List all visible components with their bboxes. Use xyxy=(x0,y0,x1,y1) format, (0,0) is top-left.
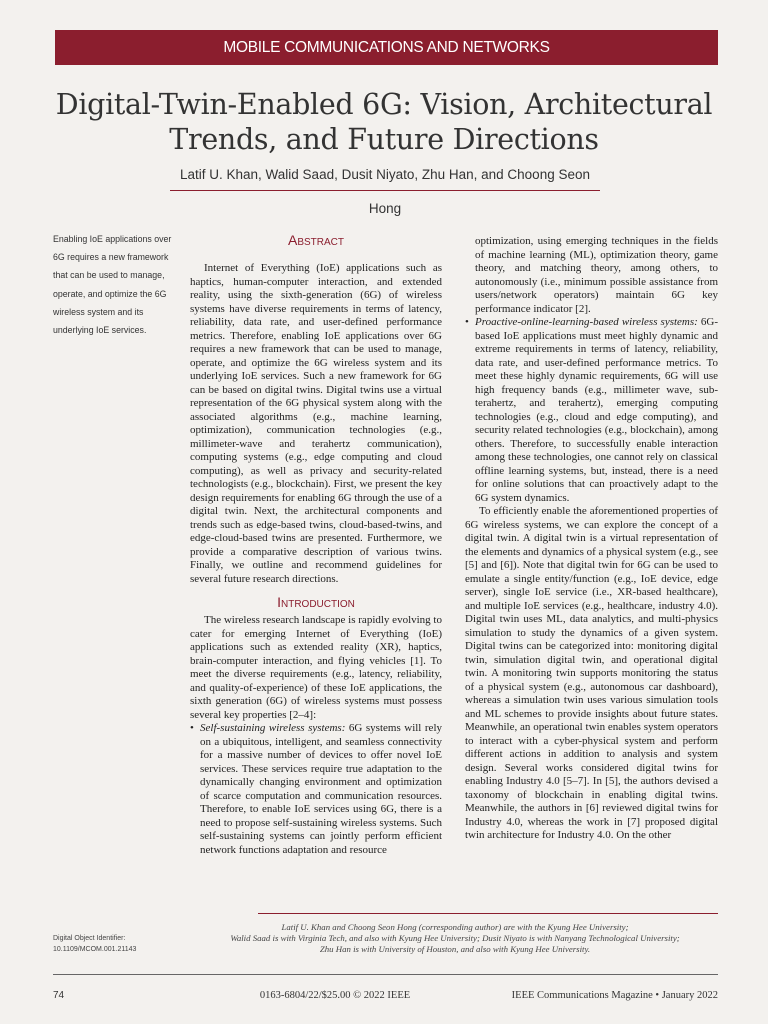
left-column xyxy=(190,232,442,857)
abstract-heading: Abstract xyxy=(287,232,344,248)
abstract-body: Internet of Everything (IoE) applications such as haptics, human-computer interaction, and extended reality, using the sixth-generation (6G) of wireless systems have diverse requirements in terms of latency, reliability, data rate, and user-defined performance metrics. Therefore, enabling IoE applications over 6G requires a new framework that can be used to manage, operate, and optimize the 6G wireless system and its underlying IoE services. Such a new framework for 6G can be based on digital twins. Digital twins use a virtual representation of the 6G physical system along with the associated algorithms (e.g., machine learning, optimization), communication technologies (e.g., millimeter-wave and terahertz communication), computing systems (e.g., edge computing and cloud computing), as well as privacy and security-related technologists (e.g., blockchain). First, we present the key design requirements for enabling 6G through the use of a digital twin. Next, the architectural components and trends such as edge-based twins, cloud-based-twins, and edge-cloud-based twins are presented. Furthermore, we provide a comparative description of various twins. Finally, we outline and recommend guidelines for several future research directions. xyxy=(190,262,442,585)
introduction-heading: Introduction xyxy=(277,594,355,610)
affiliation-line: Zhu Han is with University of Houston, and also with Kyung Hee University. xyxy=(319,944,591,955)
footnote-divider xyxy=(258,913,718,914)
list-item xyxy=(190,722,442,857)
intro-paragraph-2: To efficiently enable the aforementioned properties of 6G wireless systems, we can explore the concept of a digital twin. A digital twin is a virtual representation of the elements and dynamics of a physical system (e.g., see [5] and [6]). Note that digital twin for 6G can be used to emulate a single entity/function (e.g., IoE device, edge server), single IoE service (i.e., XR-based healthcare), and multiple IoE services (e.g., healthcare, industry 4.0). Digital twin uses ML, data analytics, and multi-physics simulation to study the dynamics of a given system. Digital twins can be categorized into: monitoring digital twin, simulation digital twin, and operational digital twin. A monitoring twin supports monitoring the status of a physical system (e.g., autonomous car dashboard), whereas a simulation twin uses various simulation tools and ML schemes to provide insights about future states. Meanwhile, an operational twin enables system operators to interact with a cyber-physical system and perform different actions in addition to analysis and system design. Several works considered digital twins for enabling Industry 4.0 [5–7]. In [5], the authors devised a taxonomy of blockchain in enabling digital twins. Meanwhile, the authors in [6] reviewed digital twins for Industry 4.0, whereas the work in [7] proposed digital twin architecture for Industry 4.0. On the other xyxy=(465,505,718,841)
issn-line: 0163-6804/22/$25.00 © 2022 IEEE xyxy=(259,990,411,1001)
properties-list xyxy=(190,722,442,857)
right-column xyxy=(465,235,718,843)
section-label: MOBILE COMMUNICATIONS AND NETWORKS xyxy=(223,39,550,56)
list-item xyxy=(465,316,718,505)
doi-label: Digital Object Identifier: xyxy=(53,935,126,942)
author-list: Latif U. Khan, Walid Saad, Dusit Niyato, Zhu Han, and Choong Seon Hong xyxy=(170,158,600,191)
doi-block xyxy=(53,934,178,955)
journal-citation: IEEE Communications Magazine • January 2022 xyxy=(511,990,718,1001)
footer-divider xyxy=(53,974,718,975)
article-title: Digital-Twin-Enabled 6G: Vision, Architectural Trends, and Future Directions xyxy=(55,88,713,156)
doi-value: 10.1109/MCOM.001.21143 xyxy=(53,945,137,953)
bullet-continuation: optimization, using emerging techniques in the fields of machine learning (ML), optimization theory, game theory, and matching theory, among others, to autonomously (i.e., minimum possible assistance from users/network operators) maintain 6G key performance indicator [2]. xyxy=(475,235,718,315)
bullet-icon: • xyxy=(465,316,469,328)
section-banner xyxy=(55,30,718,65)
affiliation-line: Latif U. Khan and Choong Seon Hong (corresponding author) are with the Kyung Hee University; xyxy=(281,922,629,932)
page-number: 74 xyxy=(53,990,65,1001)
affiliation-line: Walid Saad is with Virginia Tech, and also with Kyung Hee University; Dusit Niyato is with Nanyang Technological University; xyxy=(230,933,680,944)
bullet-text: 6G-based IoE applications must meet highly dynamic and extreme requirements in terms of latency, reliability, data rate, and user-defined performance metrics. To meet these highly dynamic requirements, 6G will use high frequency bands (e.g., millimeter wave, sub-terahertz, and terahertz), emerging computing technologies (e.g., cloud and edge computing), and security related technologies (e.g., blockchain), among others. Therefore, to successfully enable interaction among these technologies, one cannot rely on classical offline learning systems, but, instead, there is a need for online solutions that can proactively adapt to the 6G system dynamics. xyxy=(475,316,718,504)
author-affiliations xyxy=(190,922,720,956)
bullet-label: Self-sustaining wireless systems: xyxy=(200,722,346,734)
pull-quote: Enabling IoE applications over 6G requires a new framework that can be used to manage, operate, and optimize the 6G wireless system and its underlying IoE services. xyxy=(53,234,172,336)
bullet-icon: • xyxy=(190,722,194,734)
bullet-text: 6G systems will rely on a ubiquitous, intelligent, and seamless connectivity for a massive number of devices to offer novel IoE services. These services require true adaptation to the dynamically changing environment and optimization of scarce computation and communication resources. Therefore, to enable IoE services using 6G, there is a need to propose self-sustaining wireless systems. Such self-sustaining systems can jointly perform efficient network functions adaptation and resource xyxy=(200,722,442,856)
intro-paragraph-1: The wireless research landscape is rapidly evolving to cater for emerging Internet of Everything (IoE) applications such as extended reality (XR), haptics, brain-computer interaction, and flying vehicles [1]. To meet the diverse requirements (e.g., latency, reliability, and quality-of-experience) of these IoE applications, the sixth generation (6G) of wireless systems must possess several key properties [2–4]: xyxy=(190,614,442,721)
bullet-label: Proactive-online-learning-based wireless systems: xyxy=(475,316,698,328)
properties-list-continued xyxy=(465,316,718,505)
